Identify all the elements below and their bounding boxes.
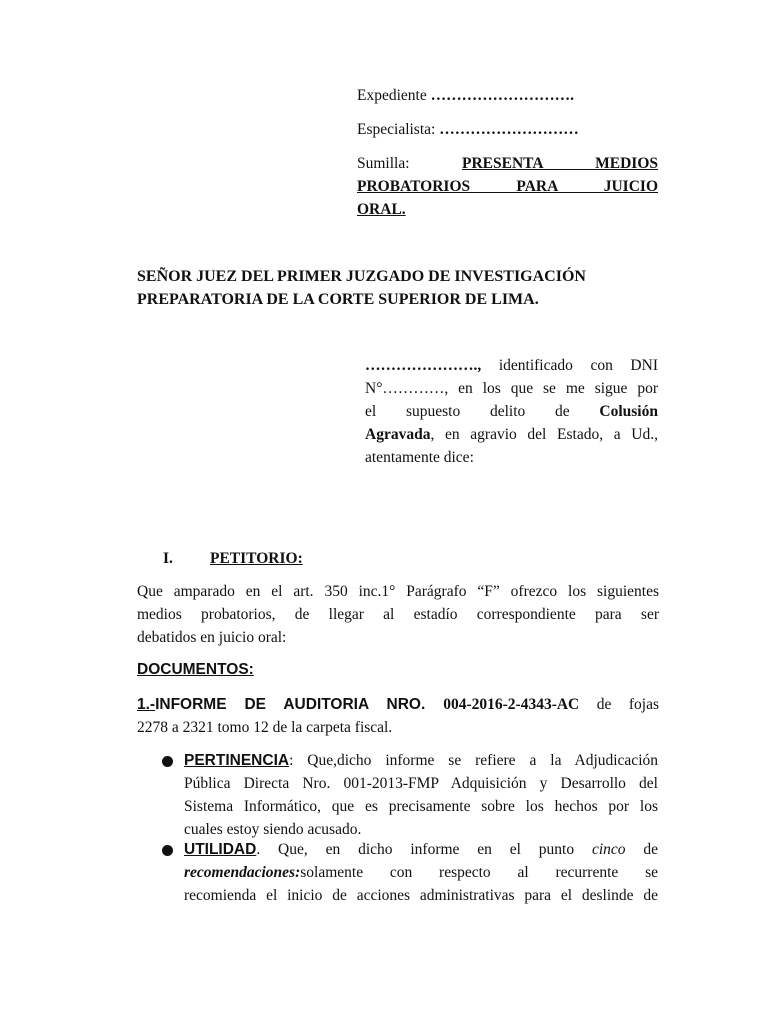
petitorio-line1: Que amparado en el art. 350 inc.1° Parágrafo “F” ofrezco los siguientes <box>137 583 659 600</box>
pertinencia-label: PERTINENCIA <box>184 752 290 769</box>
item-code: 004-2016-2-4343-AC <box>443 696 580 713</box>
expediente-line <box>357 84 657 107</box>
sumilla-line1 <box>357 152 658 175</box>
pertinencia-line3: Sistema Informático, que es precisamente sobre los hechos por los <box>184 798 658 815</box>
intro-line3 <box>365 400 658 423</box>
addressee-line2: PREPARATORIA DE LA CORTE SUPERIOR DE LIMA. <box>137 291 539 308</box>
intro-text: identificado con DNI <box>481 357 658 374</box>
sumilla-text-3: ORAL. <box>357 201 406 218</box>
pertinencia-line2: Pública Directa Nro. 001-2013-FMP Adquisición y Desarrollo del <box>184 775 658 792</box>
crime-name: Colusión <box>599 403 658 420</box>
item-text: de fojas <box>579 696 659 713</box>
petitorio-line3: debatidos en juicio oral: <box>137 629 287 646</box>
section-number: I. <box>163 550 173 567</box>
utilidad-text: de <box>625 841 658 858</box>
intro-text: , en agravio del Estado, a Ud., <box>430 426 658 443</box>
pertinencia-line1 <box>184 749 658 772</box>
intro-name-placeholder: …………………., <box>365 357 482 374</box>
recomendaciones-label: recomendaciones: <box>184 864 301 881</box>
section-title: PETITORIO: <box>210 550 303 567</box>
intro-text: el supuesto delito de <box>365 403 600 420</box>
expediente-value: ………………………. <box>430 87 574 104</box>
crime-name-2: Agravada <box>365 426 431 443</box>
expediente-label: Expediente <box>357 87 427 104</box>
petitorio-line2: medios probatorios, de llegar al estadío correspondiente para ser <box>137 606 659 623</box>
intro-line1 <box>365 354 658 377</box>
sumilla-label: Sumilla: <box>357 155 410 172</box>
item-title: INFORME DE AUDITORIA NRO. <box>155 696 444 713</box>
utilidad-text: solamente con respecto al recurrente se <box>300 864 658 881</box>
intro-line4 <box>365 423 658 446</box>
intro-line5: atentamente dice: <box>365 449 474 466</box>
utilidad-line3: recomienda el inicio de acciones administrativas para el deslinde de <box>184 887 658 904</box>
utilidad-line1 <box>184 838 658 861</box>
document-item-1 <box>137 693 659 716</box>
especialista-line <box>357 118 657 141</box>
pertinencia-line4: cuales estoy siendo acusado. <box>184 821 362 838</box>
intro-line2: N°…………, en los que se me sigue por <box>365 380 658 397</box>
sumilla-text-1: PRESENTA MEDIOS <box>462 155 658 172</box>
pertinencia-text: : Que,dicho informe se refiere a la Adjudicación <box>289 752 658 769</box>
especialista-value: ……………………… <box>439 121 579 138</box>
item-number: 1.- <box>137 696 156 713</box>
utilidad-text: . Que, en dicho informe en el punto <box>256 841 592 858</box>
utilidad-emphasis: cinco <box>591 841 626 858</box>
bullet-icon <box>162 756 173 767</box>
especialista-label: Especialista: <box>357 121 436 138</box>
bullet-icon <box>162 845 173 856</box>
documentos-heading: DOCUMENTOS: <box>137 661 254 678</box>
utilidad-line2 <box>184 861 658 884</box>
utilidad-label: UTILIDAD <box>184 841 257 858</box>
addressee-line1: SEÑOR JUEZ DEL PRIMER JUZGADO DE INVESTIGACIÓN <box>137 268 586 285</box>
document-item-1-line2: 2278 a 2321 tomo 12 de la carpeta fiscal. <box>137 719 393 736</box>
sumilla-text-2: PROBATORIOS PARA JUICIO <box>357 178 658 195</box>
